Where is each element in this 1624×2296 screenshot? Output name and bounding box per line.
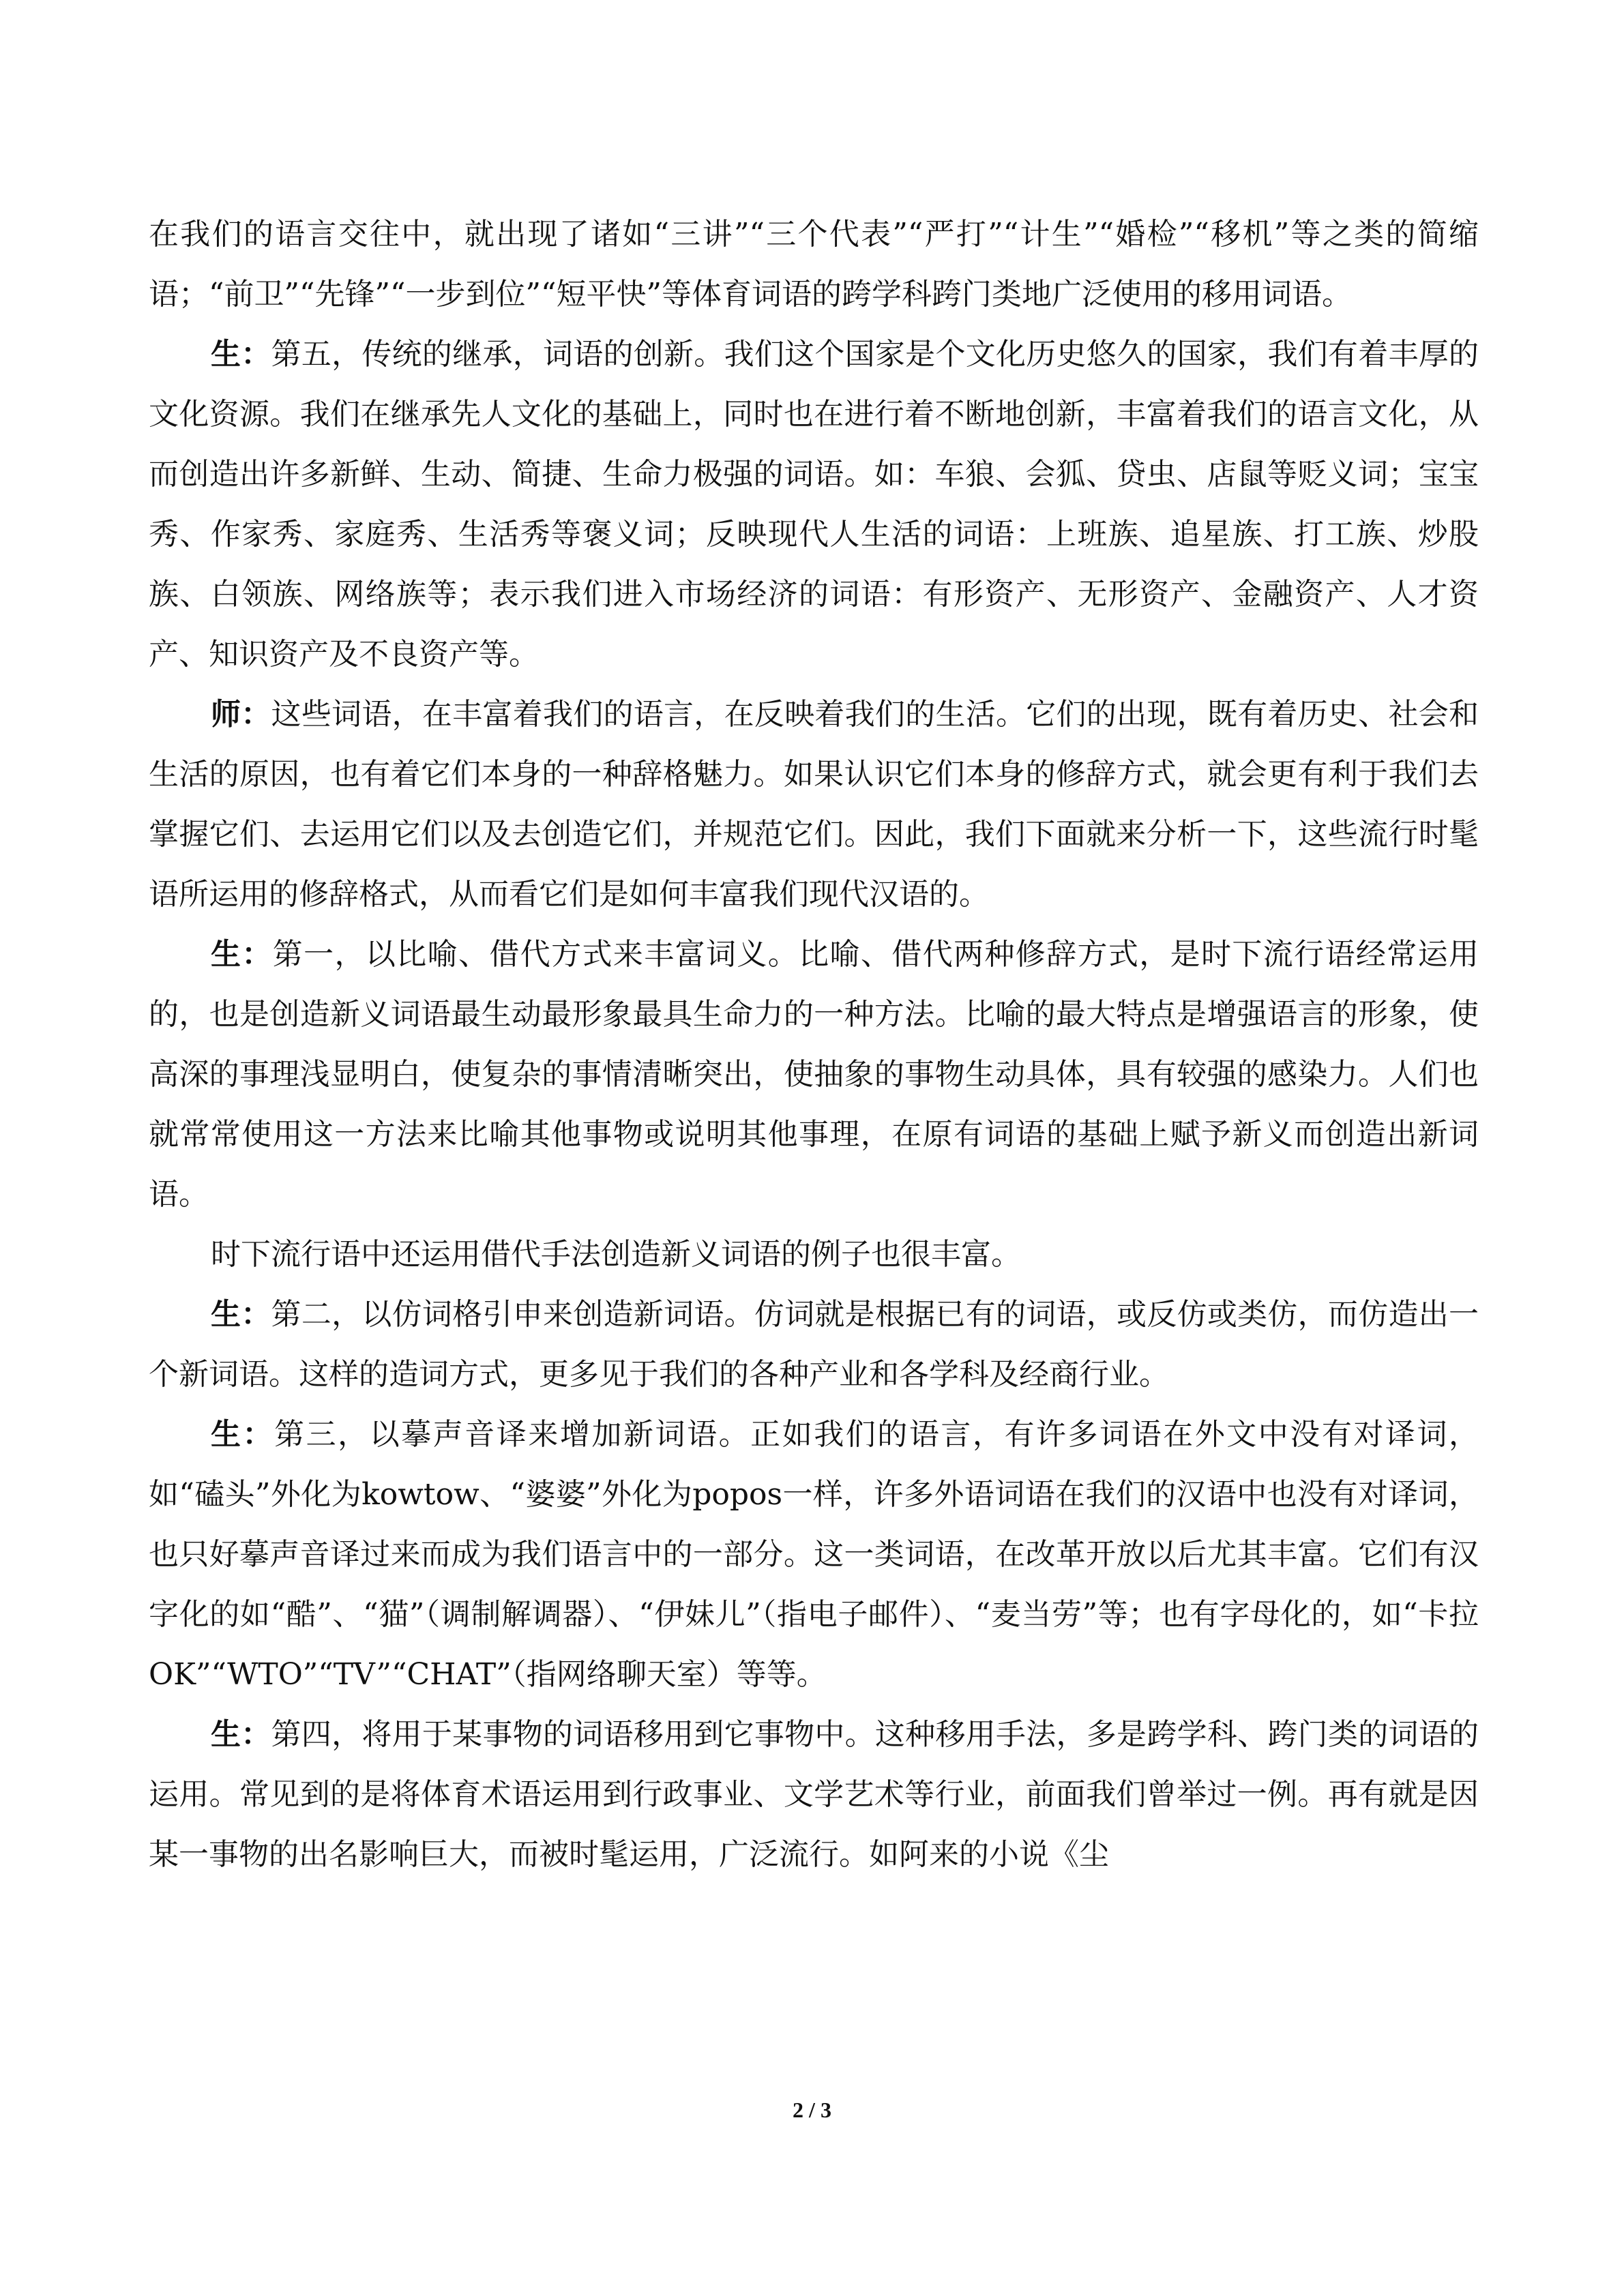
paragraph-text: 第五，传统的继承，词语的创新。我们这个国家是个文化历史悠久的国家，我们有着丰厚的文化资源。我们在继承先人文化的基础上，同时也在进行着不断地创新，丰富着我们的语言文化，从而创造出许多新鲜、生动、简捷、生命力极强的词语。如：车狼、会狐、贷虫、店鼠等贬义词；宝宝秀、作家秀、家庭秀、生活秀等褒义词；反映现代人生活的词语：上班族、追星族、打工族、炒股族、白领族、网络族等；表示我们进入市场经济的词语：有形资产、无形资产、金融资产、人才资产、知识资产及不良资产等。 (149, 337, 1479, 672)
document-body (149, 205, 1479, 1885)
speaker-label: 生： (211, 1717, 271, 1752)
paragraph-text: 第三，以摹声音译来增加新词语。正如我们的语言，有许多词语在外文中没有对译词，如“磕头”外化为kowtow、“婆婆”外化为popos一样，许多外语词语在我们的汉语中也没有对译词，也只好摹声音译过来而成为我们语言中的一部分。这一类词语，在改革开放以后尤其丰富。它们有汉字化的如“酷”、“猫”（调制解调器）、“伊妹儿”（指电子邮件）、“麦当劳”等；也有字母化的，如“卡拉OK”“WTO”“TV”“CHAT”（指网络聊天室）等等。 (149, 1417, 1479, 1692)
paragraph-text: 第一，以比喻、借代方式来丰富词义。比喻、借代两种修辞方式，是时下流行语经常运用的，也是创造新义词语最生动最形象最具生命力的一种方法。比喻的最大特点是增强语言的形象，使高深的事理浅显明白，使复杂的事情清晰突出，使抽象的事物生动具体，具有较强的感染力。人们也就常常使用这一方法来比喻其他事物或说明其他事理，在原有词语的基础上赋予新义而创造出新词语。 (149, 937, 1479, 1212)
speaker-label: 生： (211, 1297, 271, 1332)
speaker-label: 师： (211, 697, 271, 732)
paragraph-text: 第二，以仿词格引申来创造新词语。仿词就是根据已有的词语，或反仿或类仿，而仿造出一个新词语。这样的造词方式，更多见于我们的各种产业和各学科及经商行业。 (149, 1297, 1479, 1392)
paragraph-text: 第四，将用于某事物的词语移用到它事物中。这种移用手法，多是跨学科、跨门类的词语的运用。常见到的是将体育术语运用到行政事业、文学艺术等行业，前面我们曾举过一例。再有就是因某一事物的出名影响巨大，而被时髦运用，广泛流行。如阿来的小说《尘 (149, 1717, 1479, 1872)
paragraph-text: 在我们的语言交往中，就出现了诸如“三讲”“三个代表”“严打”“计生”“婚检”“移机”等之类的简缩语；“前卫”“先锋”“一步到位”“短平快”等体育词语的跨学科跨门类地广泛使用的移用词语。 (149, 217, 1479, 312)
speaker-label: 生： (211, 337, 271, 372)
paragraph-student-first (149, 925, 1479, 1225)
speaker-label: 生： (211, 1417, 275, 1452)
paragraph-text: 这些词语，在丰富着我们的语言，在反映着我们的生活。它们的出现，既有着历史、社会和生活的原因，也有着它们本身的一种辞格魅力。如果认识它们本身的修辞方式，就会更有利于我们去掌握它们、去运用它们以及去创造它们，并规范它们。因此，我们下面就来分析一下，这些流行时髦语所运用的修辞格式，从而看它们是如何丰富我们现代汉语的。 (149, 697, 1479, 912)
paragraph-student-third (149, 1405, 1479, 1705)
speaker-label: 生： (211, 937, 273, 972)
paragraph-student-second (149, 1285, 1479, 1405)
paragraph-teacher (149, 685, 1479, 925)
paragraph-student-fifth (149, 325, 1479, 685)
paragraph-continuation (149, 205, 1479, 325)
page-number: 2 / 3 (793, 2098, 831, 2122)
paragraph-student-fourth (149, 1705, 1479, 1885)
paragraph-text: 时下流行语中还运用借代手法创造新义词语的例子也很丰富。 (211, 1237, 1021, 1272)
paragraph-metonymy-note (149, 1225, 1479, 1285)
